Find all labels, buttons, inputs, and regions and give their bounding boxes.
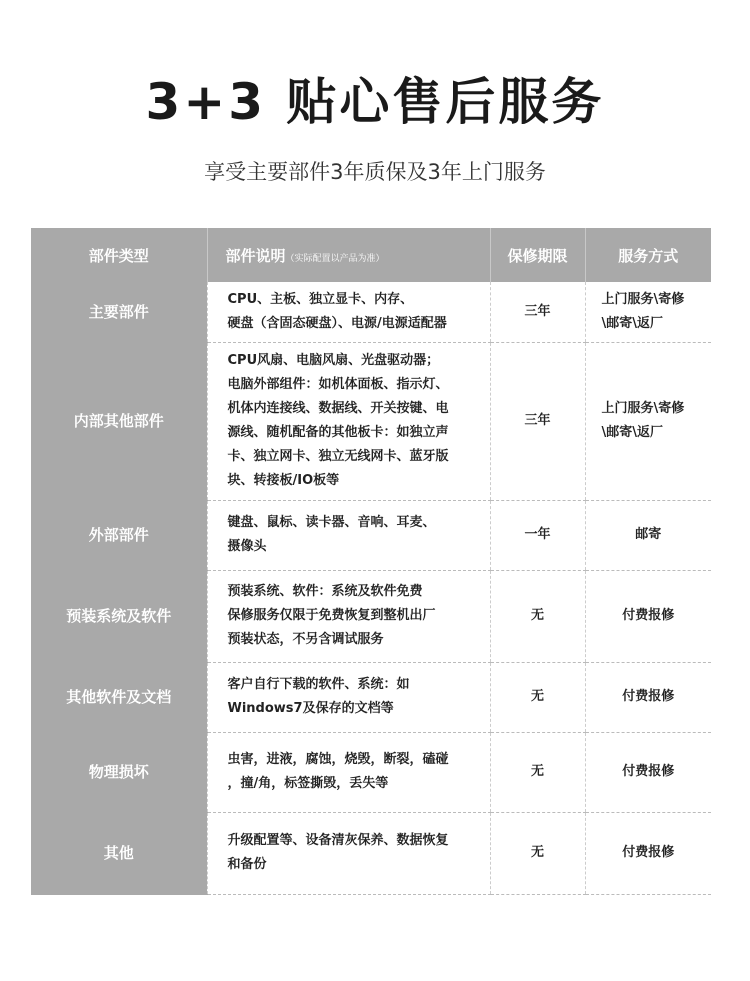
row-period: 三年	[490, 342, 585, 500]
row-service: 上门服务\寄修 \邮寄\返厂	[585, 342, 711, 500]
row-desc: 升级配置等、设备清灰保养、数据恢复 和备份	[207, 812, 490, 894]
row-type: 其他	[31, 812, 207, 894]
table-row	[31, 342, 711, 500]
row-period: 无	[490, 732, 585, 812]
row-type: 其他软件及文档	[31, 662, 207, 732]
row-type: 预装系统及软件	[31, 570, 207, 662]
row-period: 无	[490, 662, 585, 732]
row-desc: 虫害，进液，腐蚀，烧毁，断裂，磕碰 ，撞/角，标签撕毁，丢失等	[207, 732, 490, 812]
row-period: 无	[490, 570, 585, 662]
table-row	[31, 662, 711, 732]
row-type: 外部部件	[31, 500, 207, 570]
table-row	[31, 500, 711, 570]
row-period: 无	[490, 812, 585, 894]
row-type: 内部其他部件	[31, 342, 207, 500]
header-desc	[207, 228, 490, 282]
table-row	[31, 732, 711, 812]
header-service: 服务方式	[585, 228, 711, 282]
page-subtitle: 享受主要部件3年质保及3年上门服务	[204, 160, 546, 184]
row-service: 付费报修	[585, 662, 711, 732]
row-service: 付费报修	[585, 732, 711, 812]
row-service: 上门服务\寄修 \邮寄\返厂	[585, 282, 711, 342]
row-service: 付费报修	[585, 570, 711, 662]
row-type: 主要部件	[31, 282, 207, 342]
header-type: 部件类型	[31, 228, 207, 282]
row-service: 付费报修	[585, 812, 711, 894]
row-desc: 客户自行下载的软件、系统：如 Windows7及保存的文档等	[207, 662, 490, 732]
header-desc-label: 部件说明	[225, 246, 286, 265]
warranty-table	[31, 228, 711, 895]
page-title: 3+3 贴心售后服务	[145, 73, 605, 131]
table-header	[31, 228, 711, 282]
table-row	[31, 282, 711, 342]
table-row	[31, 812, 711, 894]
header-desc-note: （实际配置以产品为准）	[285, 253, 385, 264]
row-period: 三年	[490, 282, 585, 342]
row-desc: CPU风扇、电脑风扇、光盘驱动器； 电脑外部组件：如机体面板、指示灯、 机体内连接线、数据线、开关按键、电 源线、随机配备的其他板卡：如独立声 卡、独立网卡、独立无线网卡、蓝牙版 块、转接板/IO板等	[207, 342, 490, 500]
table-row	[31, 570, 711, 662]
row-service: 邮寄	[585, 500, 711, 570]
header-period: 保修期限	[490, 228, 585, 282]
row-desc: CPU、主板、独立显卡、内存、 硬盘（含固态硬盘）、电源/电源适配器	[207, 282, 490, 342]
row-period: 一年	[490, 500, 585, 570]
row-desc: 键盘、鼠标、读卡器、音响、耳麦、 摄像头	[207, 500, 490, 570]
row-type: 物理损坏	[31, 732, 207, 812]
row-desc: 预装系统、软件：系统及软件免费 保修服务仅限于免费恢复到整机出厂 预装状态，不另含调试服务	[207, 570, 490, 662]
